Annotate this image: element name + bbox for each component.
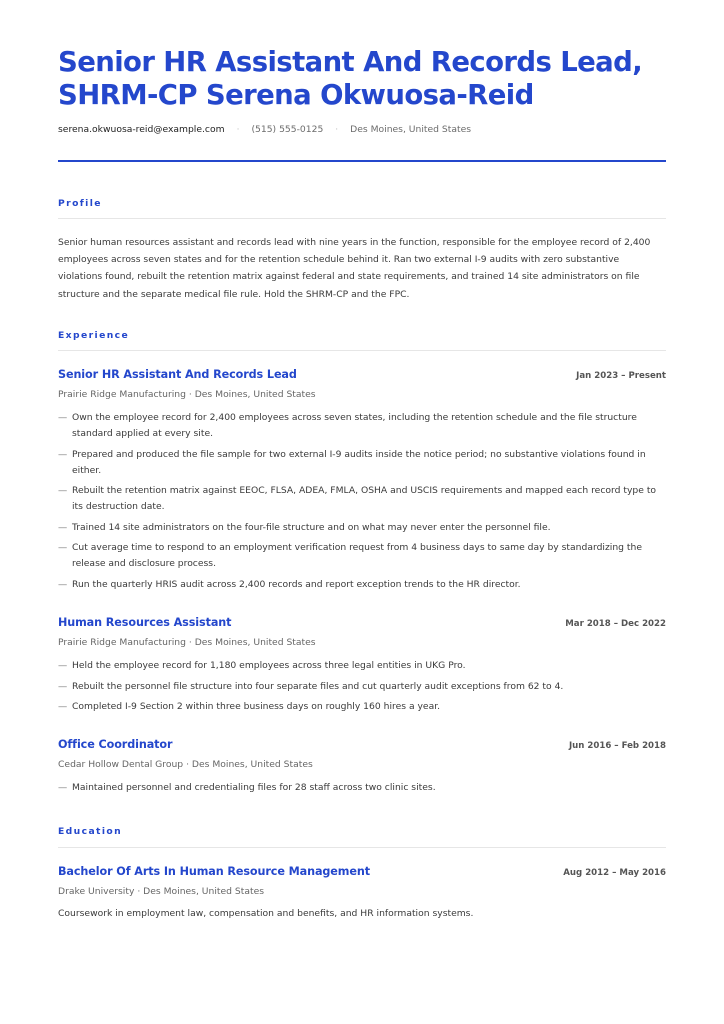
dash-icon: — [58, 448, 68, 460]
contact-line [58, 123, 666, 137]
profile-summary: Senior human resources assistant and records lead with nine years in the function, responsible for the employee record of 2,400 employees across seven states and for the retention schedule behind it. Ran two external I-9 audits with zero substantive violations found, rebuilt the retention matrix against federal and state requirements, and trained 14 site administrators on file structure and the separate medical file rule. Hold the SHRM-CP and the FPC. [58, 237, 651, 300]
section-divider [58, 847, 666, 848]
dash-icon: — [58, 412, 68, 423]
phone-text: (515) 555-0125 [251, 124, 324, 135]
bullet-item: — Maintained personnel and credentialing files for 28 staff across two clinic sites. [58, 780, 666, 796]
dash-icon: — [58, 485, 68, 496]
location-text: Des Moines, United States [350, 124, 472, 135]
degree-title: Bachelor Of Arts In Human Resource Management [58, 865, 370, 878]
candidate-name: Senior HR Assistant And Records Lead, SHRM-CP Serena Okwuosa-Reid [58, 46, 643, 111]
section-title-profile: Profile [58, 198, 102, 209]
job-title: Office Coordinator [58, 738, 173, 751]
job-bullet-list [58, 658, 666, 715]
bullet-item: — Trained 14 site administrators on the four-file structure and on what may never enter the personnel file. [58, 520, 666, 536]
dash-icon: — [58, 578, 68, 590]
section-divider [58, 350, 666, 351]
job-dates: Jun 2016 – Feb 2018 [568, 741, 666, 751]
job-title: Human Resources Assistant [58, 616, 232, 629]
header-divider [58, 160, 666, 162]
bullet-item: — Completed I-9 Section 2 within three business days on roughly 160 hires a year. [58, 699, 666, 715]
bullet-item: — Run the quarterly HRIS audit across 2,400 records and report exception trends to the HR director. [58, 577, 666, 593]
dash-icon: — [58, 542, 68, 553]
dash-icon: — [58, 660, 68, 671]
dash-icon: — [58, 782, 68, 793]
school-name: Drake University · Des Moines, United States [58, 886, 265, 897]
bullet-item: — Own the employee record for 2,400 employees across seven states, including the retention schedule and the file structure standard applied at every site. [58, 412, 637, 439]
education-dates: Aug 2012 – May 2016 [563, 868, 666, 878]
education-note: Coursework in employment law, compensation and benefits, and HR information systems. [58, 908, 474, 919]
job-dates: Jan 2023 – Present [576, 371, 666, 381]
section-title-education: Education [58, 826, 123, 837]
separator-dot: · [335, 125, 339, 135]
job-bullet-list [58, 410, 666, 593]
job-title: Senior HR Assistant And Records Lead [58, 368, 297, 381]
job-organization: Prairie Ridge Manufacturing · Des Moines, United States [58, 389, 316, 400]
dash-icon: — [58, 701, 68, 712]
dash-icon: — [58, 680, 68, 692]
section-title-experience: Experience [58, 330, 130, 341]
bullet-item: — Rebuilt the retention matrix against EEOC, FLSA, ADEA, FMLA, OSHA and USCIS requirements and mapped each record type to its destruction date. [58, 485, 657, 512]
job-bullet-list [58, 780, 666, 796]
section-divider [58, 218, 666, 219]
separator-dot: · [236, 125, 240, 135]
email-text: serena.okwuosa-reid@example.com [58, 124, 225, 135]
job-organization: Cedar Hollow Dental Group · Des Moines, United States [58, 759, 313, 770]
bullet-item: — Held the employee record for 1,180 employees across three legal entities in UKG Pro. [58, 658, 666, 674]
bullet-item: — Cut average time to respond to an employment verification request from 4 business days to same day by standardizing the release and disclosure process. [58, 542, 642, 569]
bullet-item: — Prepared and produced the file sample for two external I-9 audits inside the notice period; no substantive violations found in either. [58, 448, 646, 476]
job-dates: Mar 2018 – Dec 2022 [565, 619, 666, 629]
bullet-item: — Rebuilt the personnel file structure into four separate files and cut quarterly audit exceptions from 62 to 4. [58, 679, 666, 695]
job-organization: Prairie Ridge Manufacturing · Des Moines, United States [58, 637, 316, 648]
dash-icon: — [58, 521, 68, 533]
